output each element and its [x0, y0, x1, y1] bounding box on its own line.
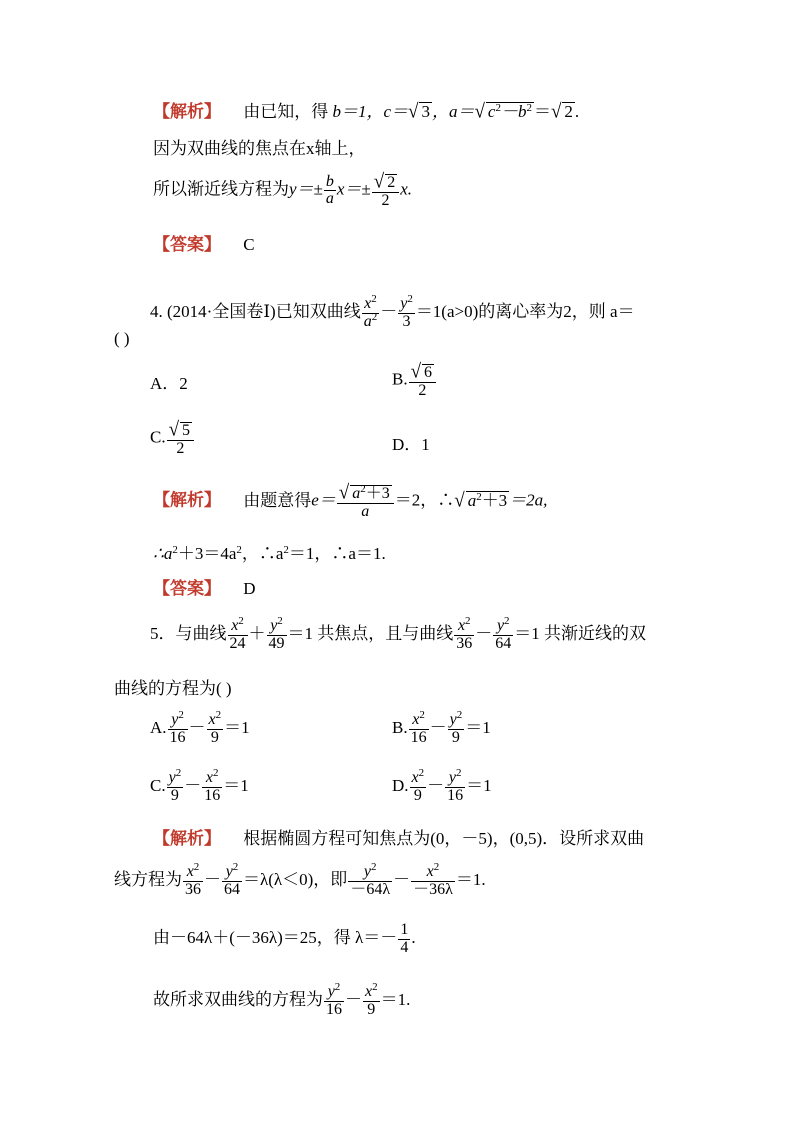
- q4-option-c: C. $\frac{√ 5}{2}$: [150, 420, 195, 458]
- question-4-paren: ( ): [114, 329, 130, 348]
- analysis-line-2: 因为双曲线的焦点在x轴上，: [153, 139, 366, 158]
- q5-analysis-line-2: 线方程为 $\frac{x^2}{36}$ － $\frac{y^2}{64}$ ＝λ(λ＜0)，即 $\frac{y^2}{-64\lambda}$ － $\frac{x^2}{-36\lambda}$ ＝1.: [114, 861, 486, 898]
- question-5-stem: 5．与曲线 $\frac{x^2}{24}$ ＋ $\frac{y^2}{49}$ ＝1 共焦点，且与曲线 $\frac{x^2}{36}$ － $\frac{y^2}{64}$ ＝1 共渐近线的双: [150, 615, 646, 652]
- q4-option-a: A．2: [150, 374, 188, 393]
- q5-option-a: A. $\frac{y^2}{16}$ － $\frac{x^2}{9}$ ＝1: [150, 709, 250, 746]
- question-5-line-2: 曲线的方程为( ): [114, 679, 232, 698]
- q5-analysis-line-3: 由－64λ＋(－36λ)＝25，得 λ＝－ $\frac{1}{4}$ .: [153, 921, 416, 956]
- q4-answer-line: 【答案】 D: [153, 579, 256, 598]
- q4-analysis-line-2: $\therefore a^2+3=4a^2$，$\therefore a^2=1$，∴a＝1.: [153, 544, 386, 563]
- answer-tag: 【答案】: [153, 235, 221, 254]
- q5-analysis-line-1: 【解析】 根据椭圆方程可知焦点为(0，－5)，(0,5)．设所求双曲: [153, 829, 645, 848]
- analysis-line-1: 【解析】 由已知，得 b＝1，c＝√ 3 ，a＝√ $c^2-b^2$ ＝√ 2 .: [153, 100, 580, 123]
- q5-option-d: D. $\frac{x^2}{9}$ － $\frac{y^2}{16}$ ＝1: [392, 767, 492, 804]
- q4-option-b: B. $\frac{√ 6}{2}$: [392, 362, 437, 400]
- q5-option-c: C. $\frac{y^2}{9}$ － $\frac{x^2}{16}$ ＝1: [150, 767, 249, 804]
- q5-analysis-line-4: 故所求双曲线的方程为 $\frac{y^2}{16}$ － $\frac{x^2}{9}$ ＝1.: [153, 981, 411, 1018]
- analysis-tag: 【解析】: [153, 102, 221, 121]
- question-4-stem: 4. (2014·全国卷Ⅰ)已知双曲线 $\frac{x^2}{a^2}$ － $\frac{y^2}{3}$ ＝1(a>0)的离心率为2，则 a＝: [150, 293, 635, 330]
- answer-value: C: [243, 235, 255, 254]
- q4-analysis-line-1: 【解析】 由题意得e＝ $\frac{√ a^2+3}{a}$ ＝2，∴√ $a^2+3 =2a$,: [153, 481, 548, 520]
- q4-option-d: D．1: [392, 435, 430, 454]
- answer-line: [153, 236, 255, 253]
- q5-option-b: B. $\frac{x^2}{16}$ － $\frac{y^2}{9}$ ＝1: [392, 709, 491, 746]
- analysis-line-3: 所以渐近线方程为y＝± $\frac{b}{a}$ x＝± $\frac{√ 2}{2}$ x.: [153, 170, 413, 209]
